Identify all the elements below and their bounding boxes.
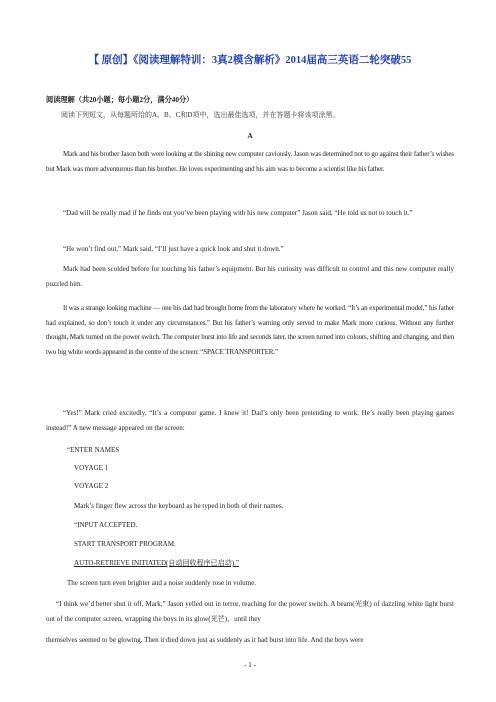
section-instruction: 阅读下列短文，从每题所给的A、B、C和D项中，选出最佳选项，并在答题卡将该项涂黑。: [61, 111, 340, 119]
passage-label: A: [247, 131, 253, 140]
page-number: - 1 -: [244, 661, 256, 669]
paragraph-5: It was a strange looking machine — one his dad had brought home from the laboratory where he worked. “It’s an experimental model,” his father had explained, so don’t touch it under any circumstances.” But his father’s warning only served to make Mark more curious. Without any further thought, Mark turned on the power switch. The computer burst into life and seconds later, the screen turned into colours, shifting and changing, and then two big white words appeared in the centre of the screen: “SPACE TRANSPORTER.”: [46, 304, 454, 357]
paragraph-2: “Dad will be really mad if he finds out you’ve been playing with his new computer” Jason said, “He told us not to touch it.”: [63, 209, 413, 217]
paragraph-6: “Yes!” Mark cried excitedly. “It’s a computer game. I knew it! Dad’s only been pretending to work. He’s really been playing games instead!” A new message appeared on the screen:: [46, 409, 454, 432]
paragraph-3: “He won’t find out,” Mark said, “I’ll just have a quick look and shut it down.”: [63, 245, 284, 253]
screen-line-voyage-1: VOYAGE 1: [74, 464, 109, 472]
screen-line-enter-names: “ENTER NAMES: [67, 446, 120, 454]
screen-line-input-accepted: “INPUT ACCEPTED.: [74, 521, 138, 529]
screen-line-voyage-2: VOYAGE 2: [74, 482, 109, 490]
screen-line-auto-retrieve: AUTO-RETRIEVE INITIATED(自动回收程序已启动).”: [74, 559, 240, 567]
screen-line-start-transport: START TRANSPORT PROGRAM.: [74, 540, 176, 548]
paragraph-1: Mark and his brother Jason both were looking at the shining new computer caviously. Jason was determined not to go against their father’s wishes but Mark was more adventurous than his brother. He loves experimenting and his aim was to become a scientist like his father.: [46, 150, 454, 173]
paragraph-7: The screen turn even brighter and a noise suddenly rose in volume.: [67, 579, 257, 587]
document-title: 【 原创】《阅读理解特训：3真2模含解析》2014届高三英语二轮突破55: [88, 55, 412, 66]
paragraph-8: “I think we’d better shut it off, Mark,” Jason yelled out in terror, reaching for the power switch. A beam(光束) of dazzling white light burst out of the computer screen, wrapping the boys in its glow(光芒)，until they: [46, 600, 454, 623]
paragraph-4: Mark had been scolded before for touching his father’s equipment. But his curiosity was difficult to control and this new computer really puzzled him.: [46, 265, 454, 288]
screen-line-typing: Mark’s finger flew across the keyboard as he typed in both of their names.: [74, 502, 284, 510]
paragraph-8-continued: themselves seemed to be glowing. Then it died down just as suddenly as it had burst into life. And the boys were: [46, 636, 364, 644]
section-heading: 阅读理解（共20小题；每小题2分，满分40分）: [46, 96, 194, 104]
